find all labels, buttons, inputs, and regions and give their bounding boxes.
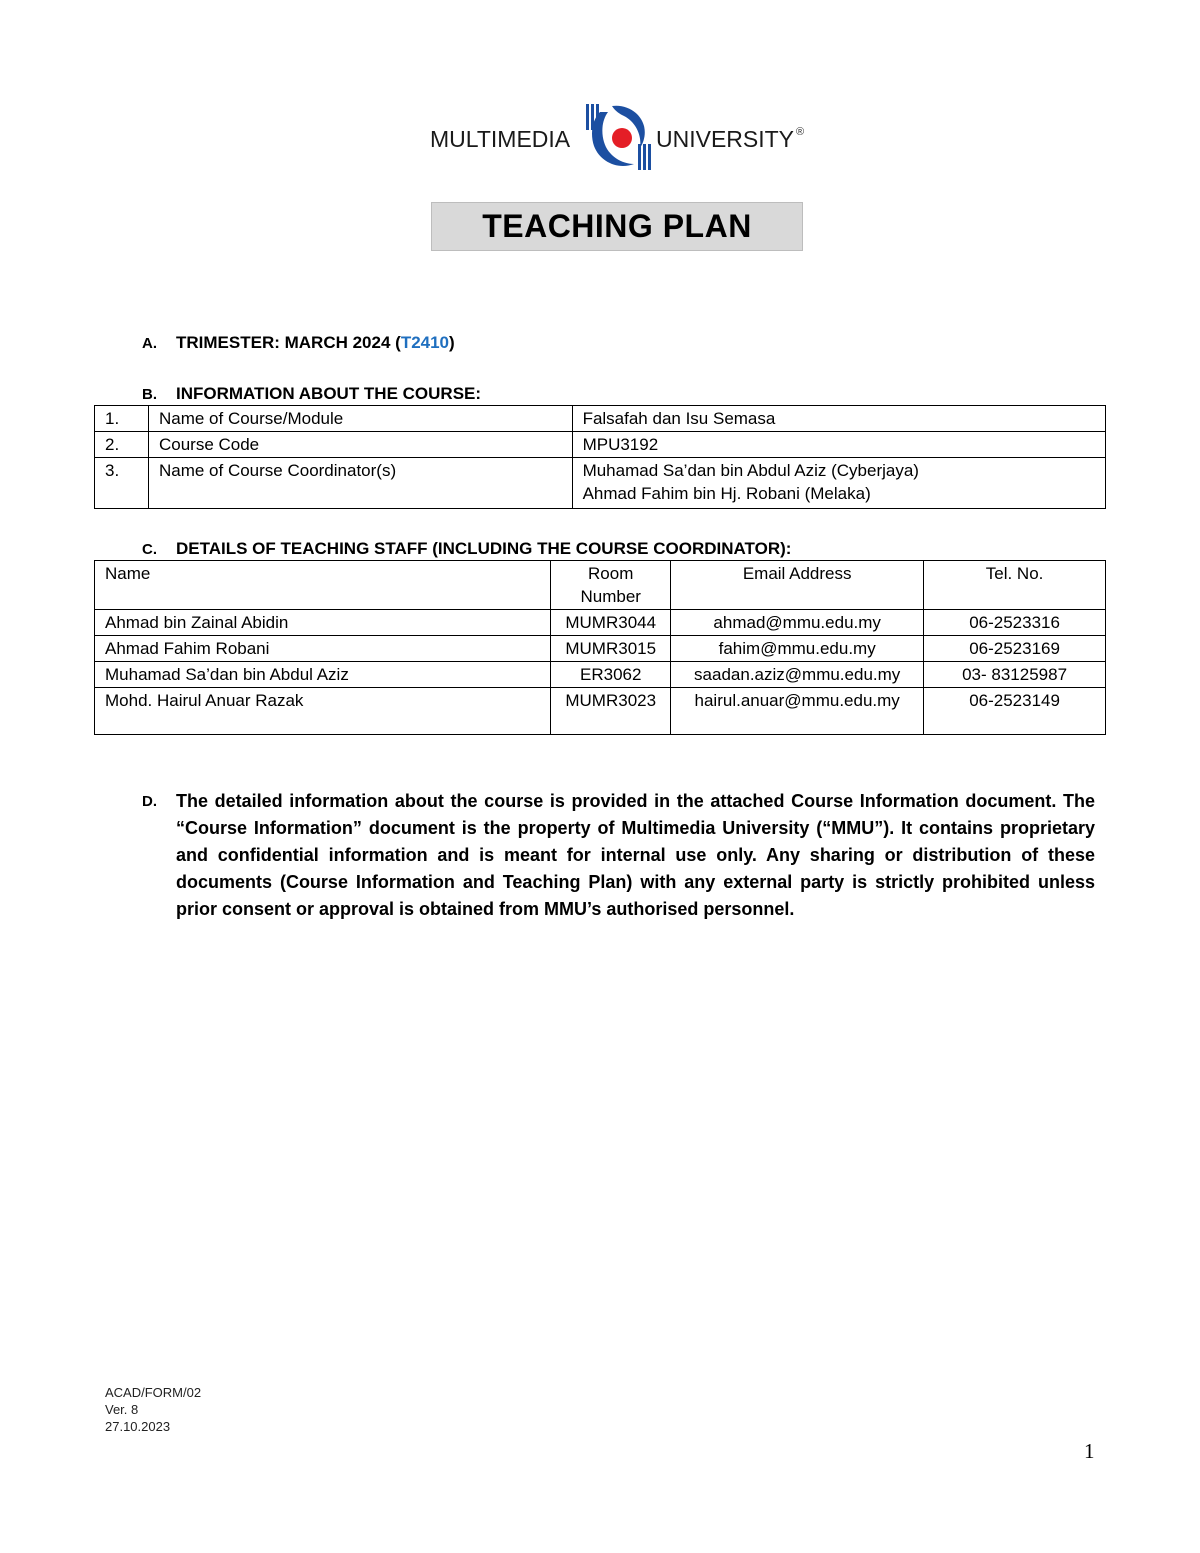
section-a-heading — [142, 333, 455, 353]
section-a-letter: A. — [142, 335, 157, 352]
registered-mark: ® — [796, 126, 805, 138]
staff-tel: 03- 83125987 — [924, 662, 1106, 688]
staff-email: ahmad@mmu.edu.my — [671, 610, 924, 636]
staff-room: MUMR3044 — [551, 610, 671, 636]
coordinator-1: Muhamad Sa’dan bin Abdul Aziz (Cyberjaya) — [582, 461, 919, 480]
staff-tel: 06-2523316 — [924, 610, 1106, 636]
row-number: 1. — [95, 406, 149, 432]
staff-email: saadan.aziz@mmu.edu.my — [671, 662, 924, 688]
table-row — [95, 432, 1106, 458]
table-row — [95, 688, 1106, 735]
row-number: 2. — [95, 432, 149, 458]
row-field: Name of Course Coordinator(s) — [148, 458, 572, 509]
table-row — [95, 458, 1106, 509]
staff-name: Ahmad bin Zainal Abidin — [95, 610, 551, 636]
course-info-table — [94, 405, 1106, 509]
logo-left-text: MULTIMEDIA — [430, 126, 571, 152]
logo-right-text: UNIVERSITY — [656, 126, 795, 152]
row-value: MPU3192 — [572, 432, 1105, 458]
section-b-label: INFORMATION ABOUT THE COURSE: — [176, 384, 482, 403]
staff-room: MUMR3015 — [551, 636, 671, 662]
section-a-close: ) — [449, 333, 455, 352]
form-footer — [105, 1384, 201, 1435]
staff-name: Ahmad Fahim Robani — [95, 636, 551, 662]
section-d-paragraph — [142, 788, 1095, 923]
staff-room: MUMR3023 — [551, 688, 671, 735]
staff-name: Mohd. Hairul Anuar Razak — [95, 688, 551, 735]
row-number: 3. — [95, 458, 149, 509]
mmu-logo-icon — [582, 102, 654, 172]
section-d-letter: D. — [142, 793, 157, 810]
section-b-heading — [142, 384, 481, 404]
coordinator-2: Ahmad Fahim bin Hj. Robani (Melaka) — [582, 484, 871, 503]
header-email: Email Address — [671, 561, 924, 610]
header-tel: Tel. No. — [924, 561, 1106, 610]
university-logo — [430, 100, 810, 174]
page-number: 1 — [1084, 1439, 1095, 1463]
section-a-label: TRIMESTER: MARCH 2024 ( — [176, 333, 401, 352]
header-room — [551, 561, 671, 610]
section-c-heading — [142, 539, 791, 559]
table-row — [95, 610, 1106, 636]
trimester-code: T2410 — [400, 333, 450, 352]
row-value — [572, 458, 1105, 509]
staff-tel: 06-2523149 — [924, 688, 1106, 735]
staff-email: hairul.anuar@mmu.edu.my — [671, 688, 924, 735]
header-name: Name — [95, 561, 551, 610]
section-d-text: The detailed information about the course is provided in the attached Course Information document. The “Course Information” document is the property of Multimedia University (“MMU”). It contains proprietary and confidential information and is meant for internal use only. Any sharing or distribution of these documents (Course Information and Teaching Plan) with any external party is strictly prohibited unless prior consent or approval is obtained from MMU’s authorised personnel. — [176, 791, 1095, 919]
header-room-line2: Number — [580, 587, 641, 606]
staff-tel: 06-2523169 — [924, 636, 1106, 662]
form-code: ACAD/FORM/02 — [105, 1385, 202, 1400]
staff-email: fahim@mmu.edu.my — [671, 636, 924, 662]
table-header-row — [95, 561, 1106, 610]
section-b-letter: B. — [142, 386, 157, 403]
header-room-line1: Room — [588, 564, 634, 583]
page-title: TEACHING PLAN — [431, 202, 803, 251]
section-c-letter: C. — [142, 541, 157, 558]
table-row — [95, 406, 1106, 432]
teaching-staff-table — [94, 560, 1106, 735]
row-value: Falsafah dan Isu Semasa — [572, 406, 1105, 432]
row-field: Course Code — [148, 432, 572, 458]
section-c-label: DETAILS OF TEACHING STAFF (INCLUDING THE COURSE COORDINATOR): — [176, 539, 792, 558]
table-row — [95, 636, 1106, 662]
table-row — [95, 662, 1106, 688]
form-version: Ver. 8 — [105, 1402, 139, 1417]
staff-name: Muhamad Sa’dan bin Abdul Aziz — [95, 662, 551, 688]
form-date: 27.10.2023 — [105, 1419, 171, 1434]
row-field: Name of Course/Module — [148, 406, 572, 432]
staff-room: ER3062 — [551, 662, 671, 688]
